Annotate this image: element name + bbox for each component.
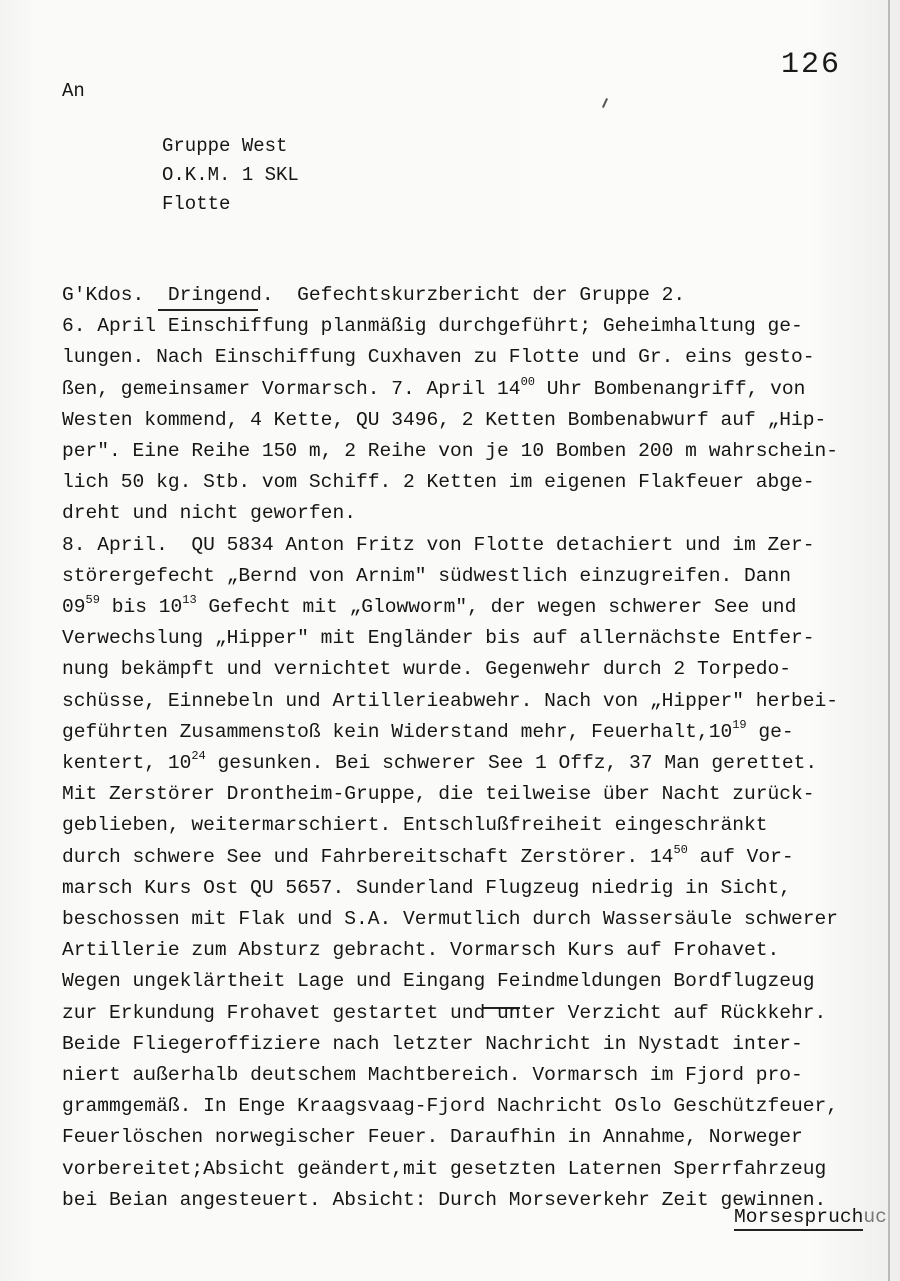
line-text: gesunken. Bei schwerer See 1 Offz, 37 Man gerettet. [205,752,818,775]
line-text: 09 [62,596,86,619]
body-line: Wegen ungeklärtheit Lage und Eingang Feindmeldungen Bordflugzeug [62,970,815,993]
line-text: kentert, 10 [62,752,192,775]
time-superscript: 13 [182,593,197,608]
body-line: beschossen mit Flak und S.A. Vermutlich durch Wassersäule schwerer [62,908,839,931]
body-line: Artillerie zum Absturz gebracht. Vormarsch Kurs auf Frohavet. [62,939,780,962]
body-line: geblieben, weitermarschiert. Entschlußfreiheit eingeschränkt [62,814,768,837]
body-line: marsch Kurs Ost QU 5657. Sunderland Flugzeug niedrig in Sicht, [62,876,792,899]
time-superscript: 19 [732,717,747,732]
body-line: Verwechslung „Hipper" mit Engländer bis auf allernächste Entfer- [62,627,815,650]
body-line [62,842,898,873]
body-line: 8. April. QU 5834 Anton Fritz von Flotte detachiert und im Zer- [62,533,815,556]
line-text: bis 10 [99,596,183,619]
body-line: vorbereitet;Absicht geändert,mit gesetzten Laternen Sperrfahrzeug [62,1157,827,1180]
body-line [62,592,898,623]
line-text: durch schwere See und Fahrbereitschaft Zerstörer. 14 [62,845,674,868]
line-text: Uhr Bombenangriff, von [534,377,806,400]
body-line: 6. April Einschiffung planmäßig durchgeführt; Geheimhaltung ge- [62,315,803,338]
report-body [62,280,898,1216]
body-line: nung bekämpft und vernichtet wurde. Gegenwehr durch 2 Torpedo- [62,658,792,681]
body-line: lungen. Nach Einschiffung Cuxhaven zu Flotte und Gr. eins gesto- [62,346,815,369]
body-line: Mit Zerstörer Drontheim-Gruppe, die teilweise über Nacht zurück- [62,783,815,806]
recipient-line: O.K.M. 1 SKL [162,164,299,186]
body-line: niert außerhalb deutschem Machtbereich. Vormarsch im Fjord pro- [62,1064,803,1087]
body-line: dreht und nicht geworfen. [62,502,356,525]
catchword [734,1206,887,1228]
time-superscript: 24 [191,749,206,764]
body-line: G'Kdos. Dringend. Gefechtskurzbericht der Gruppe 2. [62,284,686,306]
body-line: störergefecht „Bernd von Arnim" südwestlich einzugreifen. Dann [62,564,792,587]
line-text: geführten Zusammenstoß kein Widerstand mehr, Feuerhalt,10 [62,720,733,743]
body-line: bei Beian angesteuert. Absicht: Durch Morseverkehr Zeit gewinnen. [62,1188,827,1211]
line-text: Gefecht mit „Glowworm", der wegen schwerer See und [196,596,797,619]
body-line: zur Erkundung Frohavet gestartet und unter Verzicht auf Rückkehr. [62,1001,827,1024]
body-line: Beide Fliegeroffiziere nach letzter Nachricht in Nystadt inter- [62,1032,803,1055]
body-line: grammgemäß. In Enge Kraagsvaag-Fjord Nachricht Oslo Geschützfeuer, [62,1095,839,1118]
catchword-text: Morsespruch [734,1206,863,1231]
body-line [62,374,898,405]
body-line: lich 50 kg. Stb. vom Schiff. 2 Ketten im eigenen Flakfeuer abge- [62,471,815,494]
time-superscript: 50 [673,842,688,857]
line-text: ßen, gemeinsamer Vormarsch. 7. April 14 [62,377,521,400]
recipient-list [162,132,299,219]
stray-pen-mark [602,98,608,108]
body-line: per". Eine Reihe 150 m, 2 Reihe von je 10 Bomben 200 m wahrschein- [62,440,839,463]
body-line: Westen kommend, 4 Kette, QU 3496, 2 Ketten Bombenabwurf auf „Hip- [62,408,827,431]
page-number: 126 [781,48,842,82]
line-text: auf Vor- [687,845,794,868]
body-line [62,748,898,779]
body-line: schüsse, Einnebeln und Artillerieabwehr. Nach von „Hipper" herbei- [62,689,839,712]
time-superscript: 00 [520,374,535,389]
recipient-line: Gruppe West [162,135,288,157]
addressee-label: An [62,80,85,102]
body-line: Feuerlöschen norwegischer Feuer. Daraufhin in Annahme, Norweger [62,1126,803,1149]
recipient-line: Flotte [162,193,231,215]
catchword-cutoff: uc [863,1206,887,1228]
line-text: ge- [746,720,794,743]
time-superscript: 59 [85,593,100,608]
body-line [62,717,898,748]
